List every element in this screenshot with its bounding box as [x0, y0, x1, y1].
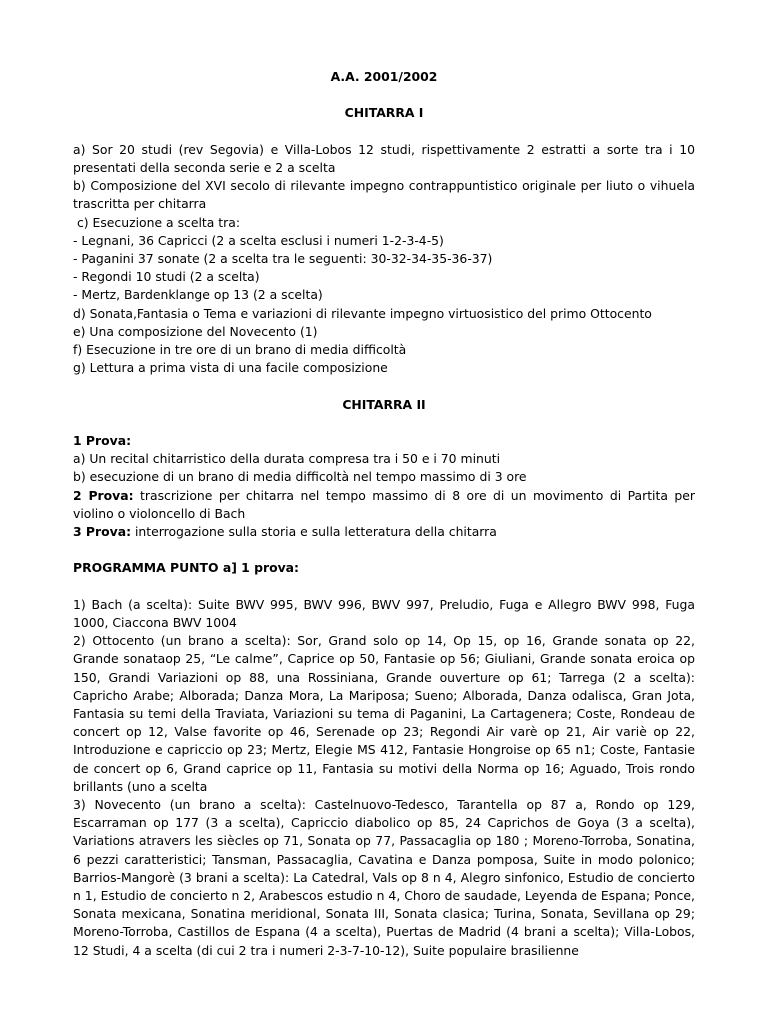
chitarra-1-option-legnani: - Legnani, 36 Capricci (2 a scelta esclusi i numeri 1-2-3-4-5): [73, 232, 444, 248]
chitarra-1-title: CHITARRA I: [344, 105, 424, 121]
prova-2: [73, 487, 695, 523]
chitarra-1-item-g: g) Lettura a prima vista di una facile composizione: [73, 360, 388, 376]
prova-3: [73, 523, 695, 541]
chitarra-1-item-d: d) Sonata,Fantasia o Tema e variazioni di rilevante impegno virtuosistico del primo Ottocento: [73, 305, 652, 321]
programma-item-bach: 1) Bach (a scelta): Suite BWV 995, BWV 996, BWV 997, Preludio, Fuga e Allegro BWV 998, Fuga 1000, Ciaccona BWV 1004: [73, 596, 695, 630]
prova-1-item-b: b) esecuzione di un brano di media difficoltà nel tempo massimo di 3 ore: [73, 469, 527, 485]
prova-2-label: 2 Prova:: [73, 487, 134, 503]
prova-3-label: 3 Prova:: [73, 524, 132, 540]
academic-year-heading: A.A. 2001/2002: [330, 69, 438, 84]
programma-item-novecento: 3) Novecento (un brano a scelta): Castelnuovo-Tedesco, Tarantella op 87 a, Rondo op 129, Escarraman op 177 (3 a scelta), Capriccio diabolico op 85, 24 Caprichos de Goya (3 a scelta), Variations atravers les siècles op 71, Sonata op 77, Passacaglia op 180 ; Moreno-Torroba, Sonatina, 6 pezzi caratteristici; Tansman, Passacaglia, Cavatina e Danza pomposa, Suite in modo polonico; Barrios-Mangorè (3 brani a scelta): La Catedral, Vals op 8 n 4, Alegro sinfonico, Estudio de concierto n 1, Estudio de concierto n 2, Arabescos estudio n 4, Choro de saudade, Leyenda de Espana; Ponce, Sonata mexicana, Sonatina meridional, Sonata III, Sonata clasica; Turina, Sonata, Sevillana op 29; Moreno-Torroba, Castillos de Espana (4 a scelta), Puertas de Madrid (4 brani a scelta); Villa-Lobos, 12 Studi, 4 a scelta (di cui 2 tra i numeri 2-3-7-10-12), Suite populaire brasilienne: [73, 797, 695, 958]
spacer: [73, 578, 695, 596]
prova-3-text: interrogazione sulla storia e sulla letteratura della chitarra: [131, 524, 497, 540]
spacer: [73, 414, 695, 432]
programma-title: PROGRAMMA PUNTO a] 1 prova:: [73, 560, 299, 576]
chitarra-1-item-f: f) Esecuzione in tre ore di un brano di media difficoltà: [73, 342, 407, 358]
spacer: [73, 123, 695, 141]
chitarra-1-item-e: e) Una composizione del Novecento (1): [73, 323, 318, 339]
chitarra-1-option-regondi: - Regondi 10 studi (2 a scelta): [73, 269, 260, 285]
spacer: [73, 86, 695, 104]
prova-1-label: 1 Prova:: [73, 433, 132, 448]
programma-item-ottocento: 2) Ottocento (un brano a scelta): Sor, Grand solo op 14, Op 15, op 16, Grande sonata op 22, Grande sonataop 25, “Le calme”, Caprice op 50, Fantasie op 56; Giuliani, Grande sonata eroica op 150, Grandi Variazioni op 88, una Rossiniana, Grande ouverture op 61; Tarrega (2 a scelta): Capricho Arabe; Alborada; Danza Mora, La Mariposa; Sueno; Alborada, Danza odalisca, Gran Jota, Fantasia su temi della Traviata, Variazioni su tema di Paganini, La Cartagenera; Coste, Rondeau de concert op 12, Valse favorite op 46, Serenade op 23; Regondi Air varè op 21, Air variè op 22, Introduzione e capriccio op 23; Mertz, Elegie MS 412, Fantasie Hongroise op 65 n1; Coste, Fantasie de concert op 6, Grand caprice op 11, Fantasia su motivi della Norma op 16; Aguado, Trois rondo brillants (uno a scelta: [73, 633, 695, 794]
chitarra-1-option-paganini: - Paganini 37 sonate (2 a scelta tra le seguenti: 30-32-34-35-36-37): [73, 251, 493, 266]
prova-1-item-a: a) Un recital chitarristico della durata compresa tra i 50 e i 70 minuti: [73, 451, 501, 467]
chitarra-1-item-c: c) Esecuzione a scelta tra:: [73, 214, 241, 230]
spacer: [73, 377, 695, 395]
chitarra-1-item-b: b) Composizione del XVI secolo di rilevante impegno contrappuntistico originale per liuto o vihuela trascritta per chitarra: [73, 178, 695, 212]
prova-2-text: trascrizione per chitarra nel tempo massimo di 8 ore di un movimento di Partita per violino o violoncello di Bach: [73, 487, 695, 521]
chitarra-1-item-a: a) Sor 20 studi (rev Segovia) e Villa-Lobos 12 studi, rispettivamente 2 estratti a sorte tra i 10 presentati della seconda serie e 2 a scelta: [73, 141, 695, 175]
chitarra-1-option-mertz: - Mertz, Bardenklange op 13 (2 a scelta): [73, 287, 323, 303]
chitarra-2-title: CHITARRA II: [342, 396, 426, 412]
spacer: [73, 541, 695, 559]
document-page: [73, 68, 695, 960]
